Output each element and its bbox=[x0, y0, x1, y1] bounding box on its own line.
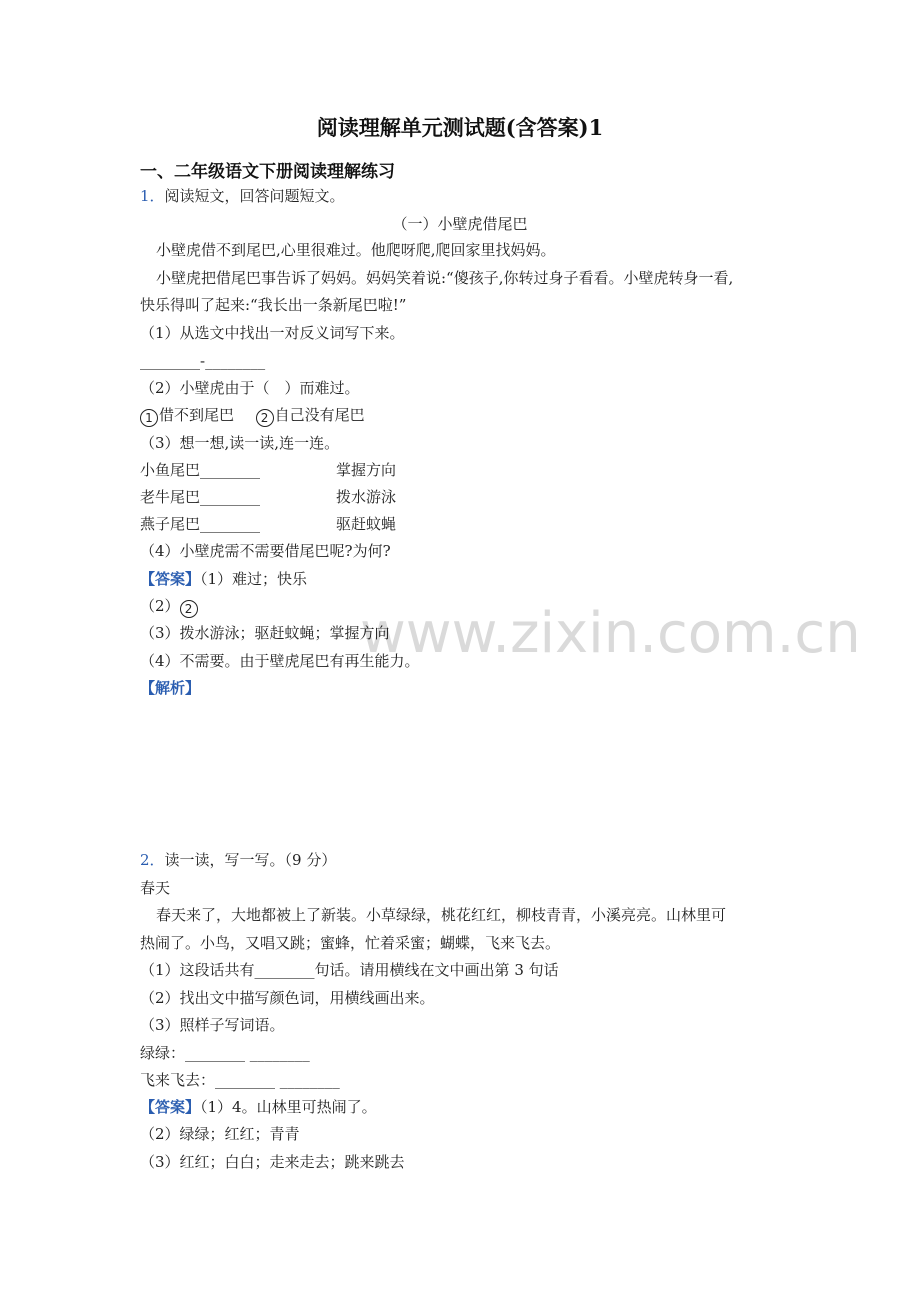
passage-paragraph-cont: 热闹了。小鸟，又唱又跳；蜜蜂，忙着采蜜；蝴蝶，飞来飞去。 bbox=[140, 934, 561, 952]
section-heading: 一、二年级语文下册阅读理解练习 bbox=[140, 162, 395, 182]
passage-paragraph: 春天来了，大地都被上了新装。小草绿绿，桃花红红，柳枝青青，小溪亮亮。山林里可 bbox=[156, 906, 727, 924]
page-title: 阅读理解单元测试题(含答案)1 bbox=[316, 115, 604, 140]
answer-line: （3）红红；白白；走来走去；跳来跳去 bbox=[140, 1153, 405, 1171]
question-2-header bbox=[140, 850, 336, 870]
match-left: 燕子尾巴________ bbox=[140, 515, 261, 533]
answer-text: （1）4。山林里可热闹了。 bbox=[200, 1098, 377, 1116]
passage-paragraph-cont: 快乐得叫了起来:“我长出一条新尾巴啦!” bbox=[140, 296, 407, 314]
option-text: 自己没有尾巴 bbox=[274, 406, 365, 424]
option-marker: 2 bbox=[256, 409, 274, 427]
match-right: 驱赶蚊蝇 bbox=[336, 515, 397, 533]
passage-title: 春天 bbox=[140, 879, 171, 897]
question-prompt: 阅读短文，回答问题短文。 bbox=[164, 187, 345, 205]
example-line: 绿绿：________ ________ bbox=[140, 1044, 310, 1062]
subquestion: （2）找出文中描写颜色词，用横线画出来。 bbox=[140, 989, 435, 1007]
question-1-header bbox=[140, 186, 345, 206]
answer-line: （3）拨水游泳；驱赶蚊蝇；掌握方向 bbox=[140, 624, 390, 642]
answer-line bbox=[140, 596, 199, 618]
option-marker: 1 bbox=[140, 409, 158, 427]
answer-text: （2） bbox=[140, 597, 180, 615]
subquestion: （3）照样子写词语。 bbox=[140, 1016, 285, 1034]
answer-line bbox=[140, 1097, 377, 1117]
match-left: 小鱼尾巴________ bbox=[140, 461, 261, 479]
answer-line: （2）绿绿；红红；青青 bbox=[140, 1125, 300, 1143]
passage-subtitle: （一）小壁虎借尾巴 bbox=[392, 215, 528, 233]
question-number: 2． bbox=[140, 851, 165, 869]
match-right: 拨水游泳 bbox=[336, 488, 397, 506]
options-row bbox=[140, 405, 365, 427]
subquestion: （4）小壁虎需不需要借尾巴呢?为何? bbox=[140, 542, 391, 560]
question-prompt: 读一读，写一写。（9 分） bbox=[164, 851, 337, 869]
answer-tag: 【答案】 bbox=[140, 570, 201, 588]
passage-paragraph: 小壁虎把借尾巴事告诉了妈妈。妈妈笑着说:“傻孩子,你转过身子看看。小壁虎转身一看, bbox=[156, 269, 734, 287]
answer-line: （4）不需要。由于壁虎尾巴有再生能力。 bbox=[140, 652, 420, 670]
subquestion: （2）小壁虎由于（ ）而难过。 bbox=[140, 379, 360, 397]
answer-line bbox=[140, 569, 307, 589]
answer-blank: ________-________ bbox=[140, 352, 266, 370]
subquestion: （1）这段话共有________句话。请用横线在文中画出第 3 句话 bbox=[140, 961, 559, 979]
question-number: 1． bbox=[140, 187, 165, 205]
example-line: 飞来飞去：________ ________ bbox=[140, 1071, 340, 1089]
subquestion: （1）从选文中找出一对反义词写下来。 bbox=[140, 324, 405, 342]
subquestion: （3）想一想,读一读,连一连。 bbox=[140, 434, 340, 452]
analysis-tag: 【解析】 bbox=[140, 679, 201, 697]
passage-paragraph: 小壁虎借不到尾巴,心里很难过。他爬呀爬,爬回家里找妈妈。 bbox=[156, 241, 556, 259]
match-left: 老牛尾巴________ bbox=[140, 488, 261, 506]
option-text: 借不到尾巴 bbox=[159, 406, 235, 424]
option-marker: 2 bbox=[180, 600, 198, 618]
watermark: www.zixin.com.cn bbox=[360, 601, 861, 666]
match-right: 掌握方向 bbox=[336, 461, 397, 479]
answer-tag: 【答案】 bbox=[140, 1098, 201, 1116]
answer-text: （1）难过；快乐 bbox=[200, 570, 308, 588]
